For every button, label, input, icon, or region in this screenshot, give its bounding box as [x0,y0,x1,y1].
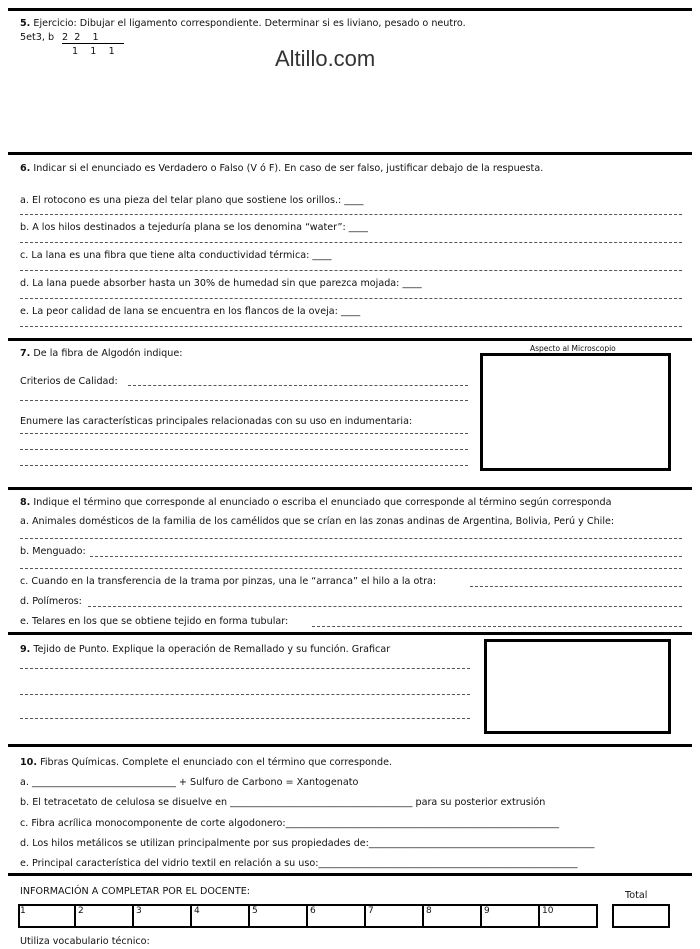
q8-item-a: a. Animales domésticos de la familia de los camélidos que se crían en las zonas andinas de Argentina, Bolivia, Perú y Chile: [20,516,615,527]
score-cell-label: 7 [368,906,374,916]
microscope-box-label: Aspecto al Microscopio [530,344,616,353]
q8-item-c: c. Cuando en la transferencia de la trama por pinzas, una le “arranca” el hilo a la otra: [20,576,437,587]
q6-item-e: e. La peor calidad de lana se encuentra en los flancos de la oveja: ____ [20,306,361,317]
score-cell-label: 8 [426,906,432,916]
answer-line [20,668,470,669]
q10-item-b: b. El tetracetato de celulosa se disuelve en ______________________________________ para su posterior extrusión [20,797,546,808]
score-cell-4[interactable] [192,904,250,928]
answer-line [312,626,682,627]
answer-line [470,586,682,587]
score-cell-label: 9 [484,906,490,916]
q8-item-b: b. Menguado: [20,546,86,557]
answer-line [20,433,468,434]
score-cell-label: 6 [310,906,316,916]
score-cell-1[interactable] [18,904,76,928]
score-cell-6[interactable] [308,904,366,928]
answer-line [20,568,682,569]
q10-item-e: e. Principal característica del vidrio textil en relación a su uso:______________________________________________________ [20,858,578,869]
score-cell-label: 3 [136,906,142,916]
section-divider [8,632,692,635]
question-text: Ejercicio: Dibujar el ligamento correspondiente. Determinar si es liviano, pesado o neutro. [33,18,466,29]
q9-heading [20,644,390,655]
score-cell-7[interactable] [366,904,424,928]
watermark-logo: Altillo.com [275,46,376,71]
total-label: Total [625,890,648,901]
question-text: Tejido de Punto. Explique la operación de Remallado y su función. Graficar [33,644,391,655]
q7-heading [20,348,182,359]
section-divider [8,8,692,11]
answer-line [20,270,682,271]
q10-item-c: c. Fibra acrílica monocomponente de corte algodonero:_________________________________________________________ [20,818,560,829]
answer-line [88,606,682,607]
question-number: 6. [20,163,31,174]
q8-item-e: e. Telares en los que se obtiene tejido en forma tubular: [20,616,289,627]
score-cell-label: 2 [78,906,84,916]
question-text: De la fibra de Algodón indique: [33,348,183,359]
answer-line [20,400,468,401]
question-text: Indicar si el enunciado es Verdadero o Falso (V ó F). En caso de ser falso, justificar debajo de la respuesta. [33,163,544,174]
question-text: Fibras Químicas. Complete el enunciado con el término que corresponde. [40,757,393,768]
section-divider [8,487,692,490]
teacher-info-title: INFORMACIÓN A COMPLETAR POR EL DOCENTE: [20,886,250,897]
formula-numerator: 2 2 1 [62,32,124,44]
score-cell-10[interactable] [540,904,598,928]
q10-item-a: a. ______________________________ + Sulfuro de Carbono = Xantogenato [20,777,359,788]
question-number: 8. [20,497,31,508]
graph-drawing-box [484,639,671,734]
section-divider [8,338,692,341]
q10-heading [20,757,392,768]
quality-criteria-label: Criterios de Calidad: [20,376,118,387]
answer-line [20,449,468,450]
question-text: Indique el término que corresponde al enunciado o escriba el enunciado que corresponde al término según corresponda [33,497,612,508]
score-cell-label: 5 [252,906,258,916]
score-cell-label: 1 [20,906,26,916]
q5-heading [20,18,466,29]
total-score-box[interactable] [612,904,670,928]
q6-item-d: d. La lana puede absorber hasta un 30% de humedad sin que parezca mojada: ____ [20,278,422,289]
score-cell-8[interactable] [424,904,482,928]
section-divider [8,744,692,747]
formula-prefix: 5et3, b [20,32,55,43]
score-cell-label: 4 [194,906,200,916]
answer-line [90,556,682,557]
answer-line [128,385,468,386]
score-cell-9[interactable] [482,904,540,928]
question-number: 10. [20,757,37,768]
section-divider [8,873,692,876]
answer-line [20,694,470,695]
q8-heading [20,497,611,508]
score-cell-2[interactable] [76,904,134,928]
question-number: 7. [20,348,31,359]
q6-heading [20,163,543,174]
formula-denominator: 1 1 1 [72,46,115,57]
answer-line [20,538,682,539]
score-cell-label: 10 [542,906,554,916]
answer-line [20,298,682,299]
q10-item-d: d. Los hilos metálicos se utilizan principalmente por sus propiedades de:_______________________________________________ [20,838,595,849]
question-number: 5. [20,18,31,29]
section-divider [8,152,692,155]
answer-line [20,465,468,466]
question-number: 9. [20,644,31,655]
score-cell-5[interactable] [250,904,308,928]
microscope-drawing-box [480,353,671,471]
answer-line [20,718,470,719]
q6-item-a: a. El rotocono es una pieza del telar plano que sostiene los orillos.: ____ [20,195,364,206]
answer-line [20,214,682,215]
answer-line [20,326,682,327]
answer-line [20,242,682,243]
q8-item-d: d. Polímeros: [20,596,82,607]
enumerate-label: Enumere las características principales relacionadas con su uso en indumentaria: [20,416,413,427]
q6-item-b: b. A los hilos destinados a tejeduría plana se los denomina “water”: ____ [20,222,368,233]
score-cell-3[interactable] [134,904,192,928]
q6-item-c: c. La lana es una fibra que tiene alta conductividad térmica: ____ [20,250,332,261]
technical-vocabulary-label: Utiliza vocabulario técnico: [20,936,150,947]
